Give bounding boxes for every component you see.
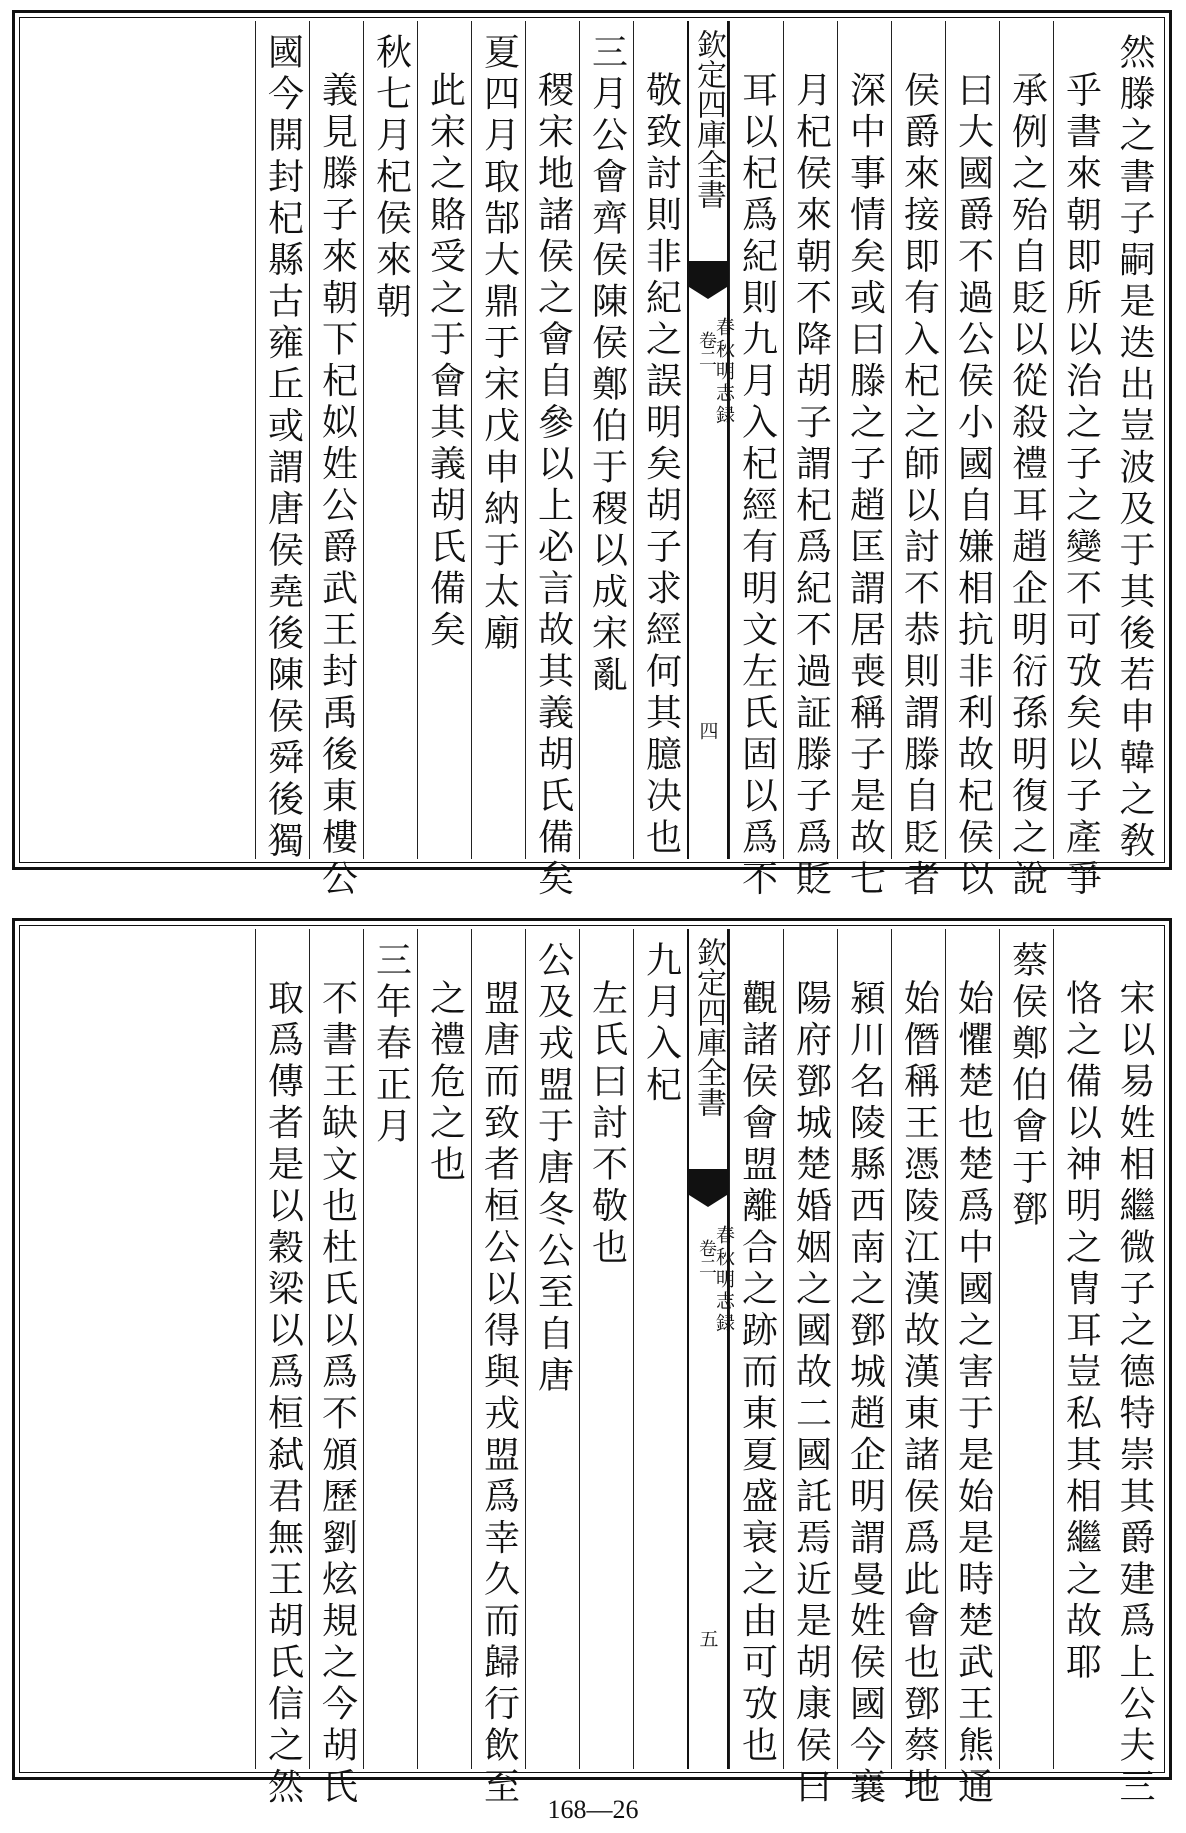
fold-book-name: 春秋明志録 — [713, 1225, 735, 1335]
fold-title: 欽定四庫全書 — [691, 937, 726, 1117]
text-column — [255, 929, 309, 1809]
page-upper — [12, 10, 1172, 901]
text-column — [1053, 929, 1107, 1769]
text-column — [837, 21, 891, 901]
text-column — [471, 929, 525, 1809]
text-column — [891, 929, 945, 1809]
text-column — [255, 21, 309, 863]
column-text: 侯爵來接即有入杞之師以討不恭則謂滕自貶者 — [898, 71, 940, 901]
column-text: 始僭稱王憑陵江漢故漢東諸侯爲此會也鄧蔡地 — [898, 979, 940, 1809]
fold-title: 欽定四庫全書 — [691, 29, 726, 209]
column-text: 義見滕子來朝下杞姒姓公爵武王封禹後東樓公 — [316, 71, 358, 901]
text-column — [999, 929, 1053, 1769]
column-text: 始懼楚也楚爲中國之害于是始是時楚武王熊通 — [952, 979, 994, 1809]
text-column — [1107, 21, 1161, 863]
column-text: 然滕之書子嗣是迭出豈波及于其後若申韓之敎 — [1114, 33, 1155, 863]
fold-page-number: 四 — [696, 721, 719, 740]
text-column — [945, 21, 999, 901]
column-text: 潁川名陵縣西南之鄧城趙企明謂曼姓侯國今襄 — [844, 979, 886, 1809]
text-column — [309, 21, 363, 901]
text-column — [525, 21, 579, 901]
text-column — [1107, 929, 1161, 1809]
fold-book-name: 春秋明志録 — [713, 317, 735, 427]
column-text: 承例之殆自貶以從殺禮耳趙企明衍孫明復之說 — [1006, 71, 1048, 901]
text-column — [525, 929, 579, 1769]
column-text: 恪之備以神明之冑耳豈私其相繼之故耶 — [1060, 979, 1102, 1685]
text-column — [579, 929, 633, 1769]
fold-page-number: 五 — [696, 1629, 719, 1648]
column-text: 蔡侯鄭伯會于鄧 — [1006, 941, 1048, 1232]
center-fold — [687, 21, 735, 859]
text-column — [783, 929, 837, 1809]
fishtail-ornament — [689, 1169, 727, 1195]
text-column — [633, 929, 687, 1769]
fold-volume: 卷二 — [696, 1239, 717, 1275]
text-column — [417, 929, 471, 1769]
column-text: 月杞侯來朝不降胡子謂杞爲紀不過証滕子爲貶 — [790, 71, 832, 901]
column-text: 盟唐而致者桓公以得與戎盟爲幸久而歸行飲至 — [478, 979, 520, 1809]
column-text: 左氏曰討不敬也 — [586, 979, 628, 1270]
column-text: 秋七月杞侯來朝 — [370, 33, 412, 324]
page-lower — [12, 918, 1172, 1809]
column-text: 之禮危之也 — [424, 979, 466, 1187]
column-text: 國今開封杞縣古雍丘或謂唐侯堯後陳侯舜後獨 — [262, 33, 304, 863]
column-text: 耳以杞爲紀則九月入杞經有明文左氏固以爲不 — [736, 71, 778, 901]
text-block-lower — [23, 929, 1161, 1809]
text-column — [891, 21, 945, 901]
fishtail-ornament — [689, 261, 727, 287]
column-text: 三月公會齊侯陳侯鄭伯于稷以成宋亂 — [586, 33, 628, 697]
column-text: 不書王缺文也杜氏以爲不頒歷劉炫規之今胡氏 — [316, 979, 358, 1809]
column-text: 乎書來朝即所以治之子之變不可攷矣以子產爭 — [1060, 71, 1102, 901]
text-column — [417, 21, 471, 859]
column-text: 三年春正月 — [370, 941, 412, 1149]
text-column — [579, 21, 633, 859]
text-column — [729, 21, 783, 901]
text-column — [999, 21, 1053, 901]
column-text: 觀諸侯會盟離合之跡而東夏盛衰之由可攷也 — [736, 979, 778, 1768]
text-column — [471, 21, 525, 859]
column-text: 深中事情矣或曰滕之子趙匡謂居喪稱子是故七 — [844, 71, 886, 901]
text-column — [837, 929, 891, 1809]
text-block-upper — [23, 21, 1161, 901]
column-text: 此宋之賂受之于會其義胡氏備矣 — [424, 71, 466, 652]
column-text: 敬致討則非紀之誤明矣胡子求經何其臆决也 — [640, 71, 682, 860]
page-footer-number: 168—26 — [547, 1795, 639, 1824]
fold-volume: 卷二 — [696, 331, 717, 367]
column-text: 陽府鄧城楚婚姻之國故二國託焉近是胡康侯曰 — [790, 979, 832, 1809]
column-text: 九月入杞 — [640, 941, 682, 1107]
text-column — [363, 929, 417, 1769]
text-column — [729, 929, 783, 1769]
column-text: 稷宋地諸侯之會自參以上必言故其義胡氏備矣 — [532, 71, 574, 901]
column-text: 夏四月取郜大鼎于宋戊申納于太廟 — [478, 33, 520, 656]
column-text: 取爲傳者是以穀梁以爲桓弑君無王胡氏信之然 — [262, 979, 304, 1809]
text-column — [783, 21, 837, 901]
center-fold — [687, 929, 735, 1769]
text-column — [945, 929, 999, 1809]
column-text: 曰大國爵不過公侯小國自嫌相抗非利故杞侯以 — [952, 71, 994, 901]
column-text: 公及戎盟于唐冬公至自唐 — [532, 941, 574, 1398]
column-text: 宋以易姓相繼微子之德特崇其爵建爲上公夫三 — [1114, 979, 1155, 1809]
text-column — [363, 21, 417, 859]
text-column — [633, 21, 687, 859]
text-column — [1053, 21, 1107, 901]
text-column — [309, 929, 363, 1809]
